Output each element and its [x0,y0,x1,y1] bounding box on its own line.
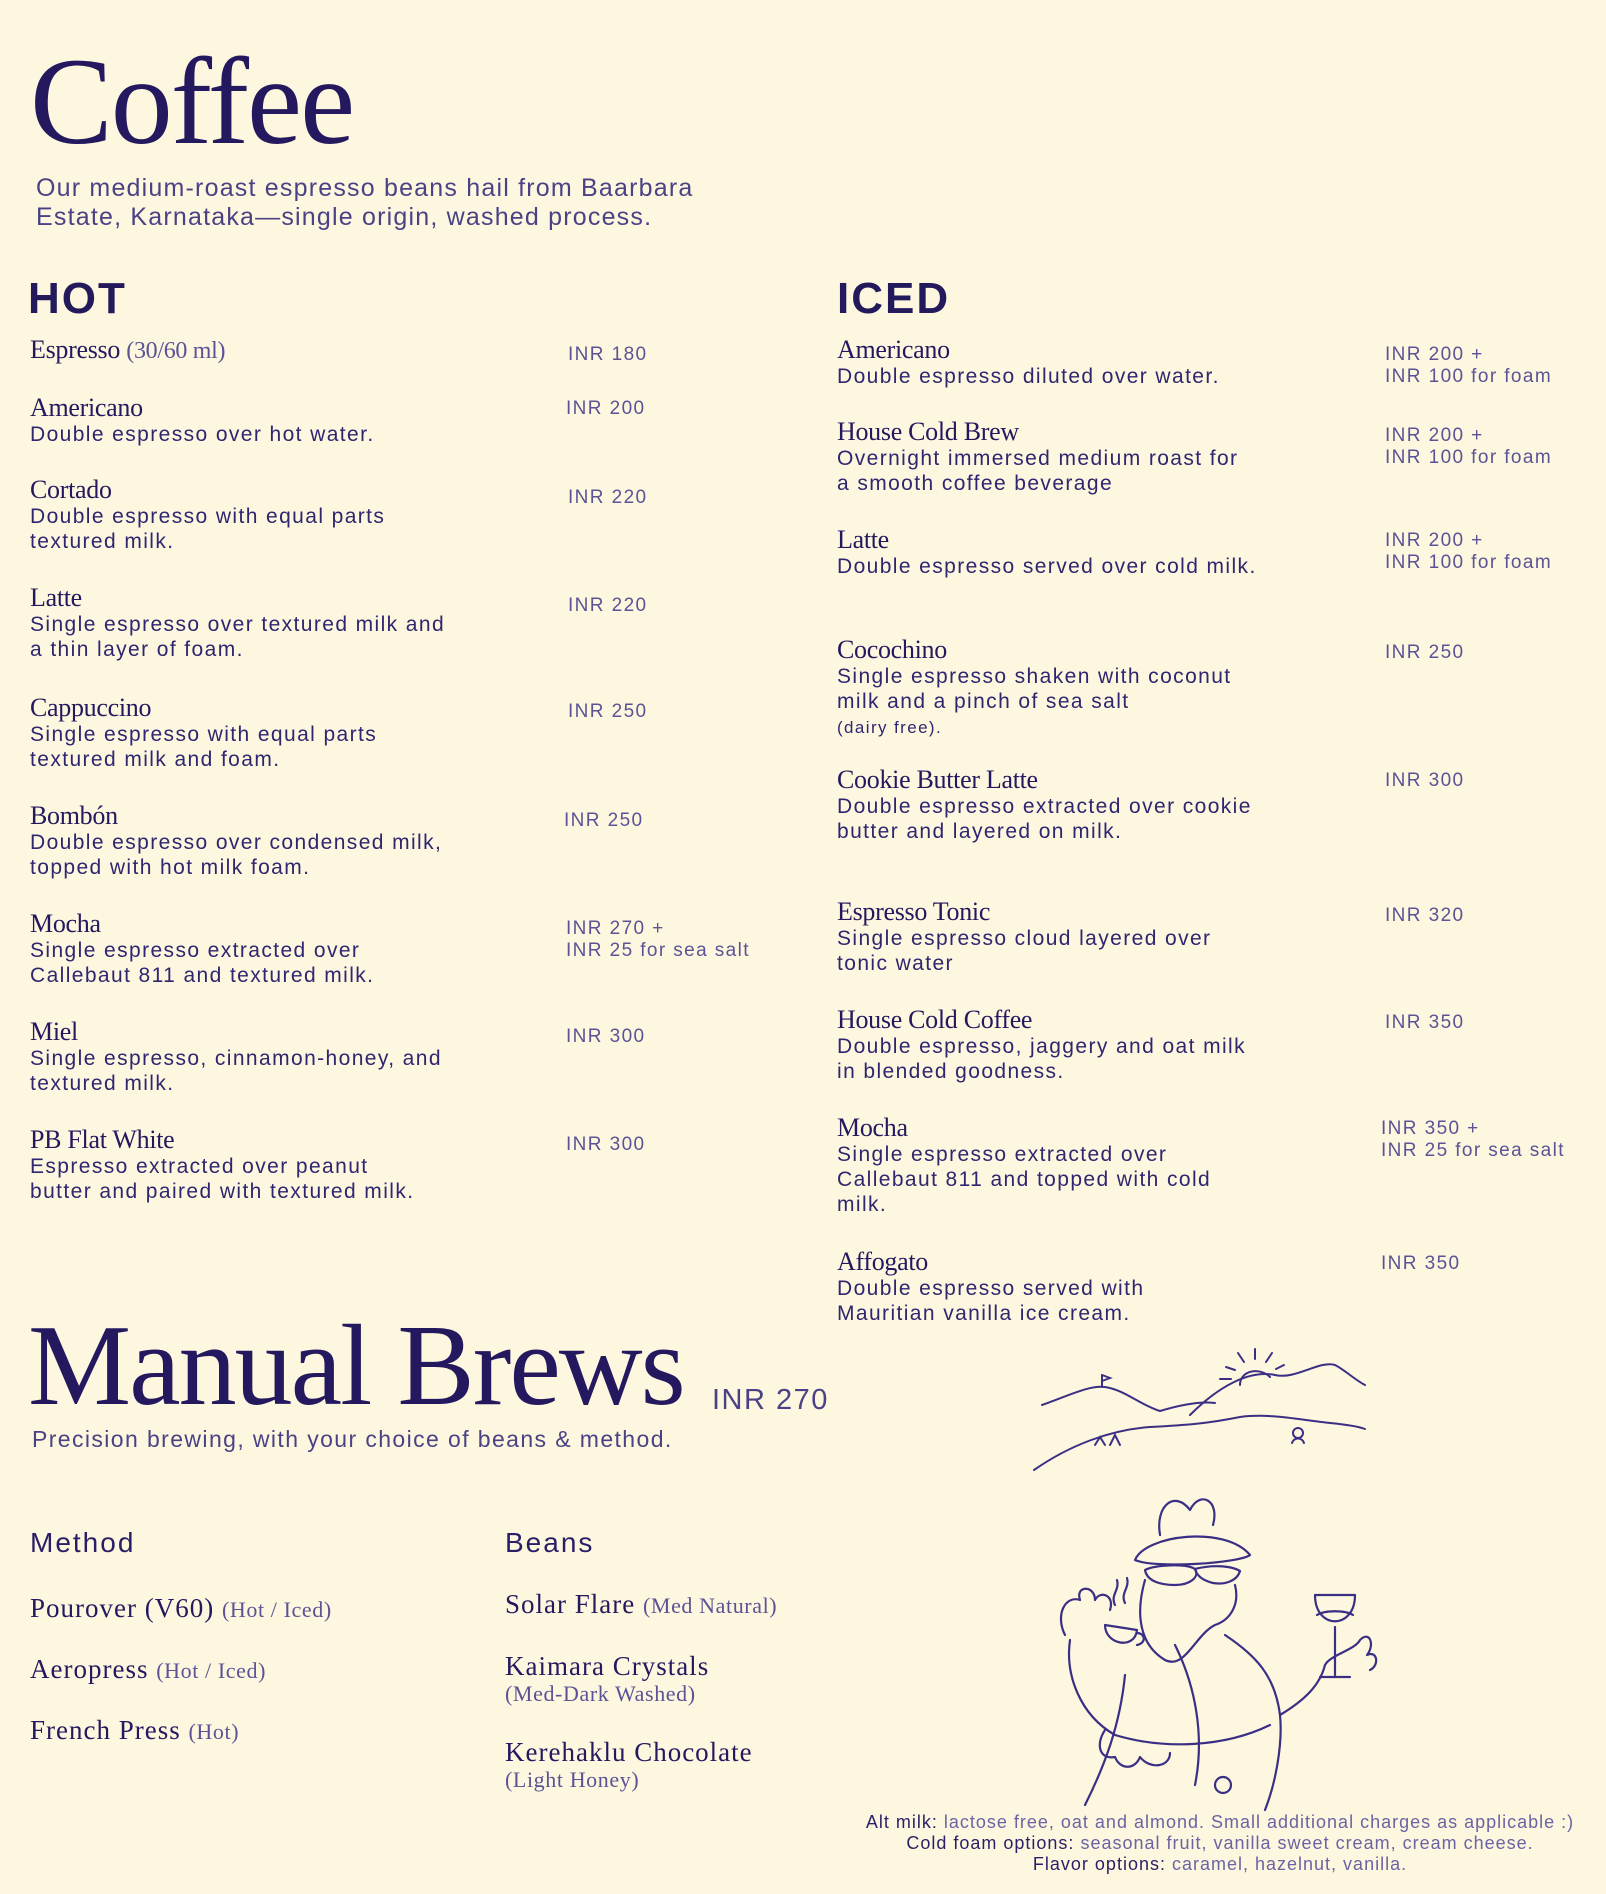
method-option: Aeropress (Hot / Iced) [30,1654,267,1684]
item-name: Espresso Tonic [837,897,991,926]
menu-item [837,336,1297,389]
item-price: INR 200 + INR 100 for foam [1385,425,1553,468]
mountain-sun-illustration [1030,1345,1370,1475]
item-price: INR 200 + INR 100 for foam [1385,344,1553,387]
menu-item [30,910,460,988]
page-title: Coffee [30,33,354,170]
item-price: INR 250 [1385,642,1465,663]
item-price: INR 300 [566,1134,646,1155]
alt-milk-note: Alt milk: lactose free, oat and almond. Small additional charges as applicable :) [865,1812,1575,1832]
footer-notes [840,1812,1600,1875]
item-price: INR 200 [566,398,646,419]
item-desc: Single espresso shaken with coconut milk and a pinch of sea salt (dairy free). [837,665,1232,737]
method-heading: Method [30,1527,136,1558]
menu-item [30,1018,460,1096]
item-desc: Single espresso over textured milk and a thin layer of foam. [30,613,446,661]
item-note: (30/60 ml) [126,338,226,364]
item-name: Americano [30,393,143,422]
hot-heading: HOT [28,274,127,323]
item-price: INR 250 [564,810,644,831]
menu-item [837,418,1257,496]
menu-item [30,694,460,772]
item-price: INR 200 + INR 100 for foam [1385,530,1553,573]
item-name: House Cold Coffee [837,1005,1033,1034]
item-name: Cookie Butter Latte [837,765,1038,794]
bean-option: Kerehaklu Chocolate (Light Honey) [505,1737,753,1792]
item-price: INR 220 [568,595,648,616]
item-price: INR 350 + INR 25 for sea salt [1381,1118,1565,1161]
item-name: Affogato [837,1247,928,1276]
menu-item [30,394,460,447]
iced-heading: ICED [837,274,951,323]
item-price: INR 300 [1385,770,1465,791]
item-name: Cocochino [837,635,947,664]
item-name: Cortado [30,475,112,504]
item-name: Cappuccino [30,693,152,722]
item-price: INR 250 [568,701,648,722]
menu-item [837,766,1257,844]
menu-item [837,526,1257,579]
item-name: House Cold Brew [837,417,1019,446]
manual-brews-title: Manual Brews [28,1302,684,1430]
item-price: INR 270 + INR 25 for sea salt [566,918,750,961]
item-desc: Double espresso served over cold milk. [837,555,1257,578]
bean-option: Solar Flare (Med Natural) [505,1589,778,1619]
item-price: INR 300 [566,1026,646,1047]
coffee-man-illustration [1025,1485,1425,1815]
item-name: PB Flat White [30,1125,175,1154]
item-desc: Overnight immersed medium roast for a smooth coffee beverage [837,447,1239,495]
item-price: INR 350 [1381,1253,1461,1274]
manual-brews-subtitle: Precision brewing, with your choice of beans & method. [32,1426,673,1452]
item-name: Bombón [30,801,118,830]
item-price: INR 350 [1385,1012,1465,1033]
menu-item [837,1114,1237,1217]
menu-item [837,636,1277,740]
item-name: Latte [30,583,82,612]
item-desc: Single espresso cloud layered over tonic water [837,927,1212,975]
item-name: Americano [837,335,950,364]
menu-item [837,1248,1237,1326]
item-desc: Double espresso over condensed milk, topped with hot milk foam. [30,831,443,879]
item-desc: Double espresso extracted over cookie butter and layered on milk. [837,795,1252,843]
item-price: INR 320 [1385,905,1465,926]
item-name: Miel [30,1017,78,1046]
item-price: INR 180 [568,344,648,365]
item-desc: Double espresso over hot water. [30,423,375,446]
bean-option: Kaimara Crystals (Med-Dark Washed) [505,1651,710,1706]
item-name: Espresso [30,335,121,364]
item-desc: Single espresso extracted over Callebaut 811 and textured milk. [30,939,375,987]
item-desc: Double espresso diluted over water. [837,365,1220,388]
item-desc: Double espresso served with Mauritian vanilla ice cream. [837,1277,1145,1325]
menu-item [30,802,460,880]
cold-foam-note: Cold foam options: seasonal fruit, vanilla sweet cream, cream cheese. [906,1833,1534,1853]
item-desc: Single espresso, cinnamon-honey, and textured milk. [30,1047,442,1095]
menu-item [30,584,460,662]
item-desc: Espresso extracted over peanut butter and paired with textured milk. [30,1155,415,1203]
menu-item [30,336,225,365]
item-price: INR 220 [568,487,648,508]
menu-item [30,476,460,554]
manual-brews-price: INR 270 [712,1384,829,1416]
item-desc: Double espresso, jaggery and oat milk in blended goodness. [837,1035,1246,1083]
menu-item [837,898,1257,976]
coffee-subtitle: Our medium-roast espresso beans hail from Baarbara Estate, Karnataka—single origin, washed process. [36,174,694,231]
method-option: Pourover (V60) (Hot / Iced) [30,1593,332,1623]
item-name: Mocha [837,1113,908,1142]
item-name: Mocha [30,909,101,938]
item-desc: Double espresso with equal parts textured milk. [30,505,386,553]
item-desc: Single espresso with equal parts textured milk and foam. [30,723,378,771]
menu-item [30,1126,430,1204]
menu-item [837,1006,1257,1084]
flavor-note: Flavor options: caramel, hazelnut, vanilla. [1032,1854,1408,1874]
beans-heading: Beans [505,1527,595,1558]
item-name: Latte [837,525,889,554]
item-desc: Single espresso extracted over Callebaut 811 and topped with cold milk. [837,1143,1212,1216]
method-option: French Press (Hot) [30,1715,240,1745]
